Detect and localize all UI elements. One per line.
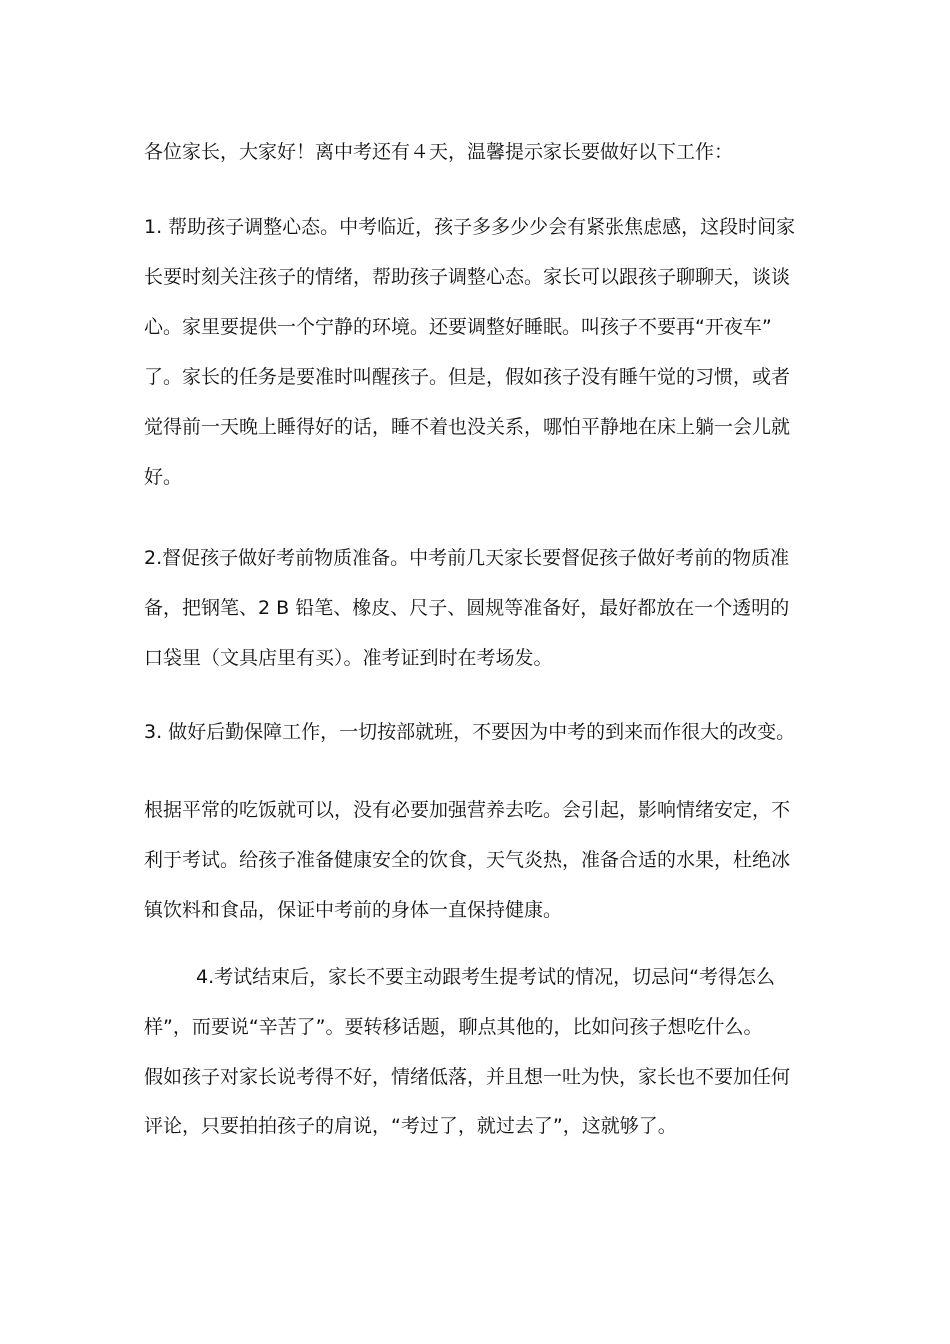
section2-line: 口袋里（文具店里有买）。准考证到时在考场发。 [144, 647, 553, 669]
section1-line: 觉得前一天晚上睡得好的话，睡不着也没关系，哪怕平静地在床上躺一会儿就 [144, 416, 791, 438]
section2-line: 2.督促孩子做好考前物质准备。中考前几天家长要督促孩子做好考前的物质准 [144, 547, 790, 569]
section3-detail-line: 根据平常的吃饭就可以，没有必要加强营养去吃。会引起，影响情绪安定，不 [144, 799, 791, 821]
section1-line: 心。家里要提供一个宁静的环境。还要调整好睡眠。叫孩子不要再“开夜车” [144, 316, 772, 338]
section3-detail-line: 利于考试。给孩子准备健康安全的饮食，天气炎热，准备合适的水果，杜绝冰 [144, 849, 791, 871]
intro-line: 各位家长，大家好！离中考还有４天，温馨提示家长要做好以下工作： [144, 141, 734, 163]
section3-detail-line: 镇饮料和食品，保证中考前的身体一直保持健康。 [144, 899, 563, 921]
section1-line: 长要时刻关注孩子的情绪，帮助孩子调整心态。家长可以跟孩子聊聊天，谈谈 [144, 266, 791, 288]
section2-line: 备，把钢笔、2 B 铅笔、橡皮、尺子、圆规等准备好，最好都放在一个透明的 [144, 597, 790, 619]
section4-line: 评论，只要拍拍孩子的肩说，“考过了，就过去了”，这就够了。 [144, 1115, 677, 1137]
section4-line: 4.考试结束后，家长不要主动跟考生提考试的情况，切忌问“考得怎么 [196, 966, 775, 988]
section1-line: 好。 [144, 466, 183, 488]
section1-line: 了。家长的任务是要准时叫醒孩子。但是，假如孩子没有睡午觉的习惯，或者 [144, 366, 791, 388]
section3-line: 3. 做好后勤保障工作，一切按部就班，不要因为中考的到来而作很大的改变。 [144, 721, 796, 743]
section4-line: 假如孩子对家长说考得不好，情绪低落，并且想一吐为快，家长也不要加任何 [144, 1066, 791, 1088]
section1-line: 1. 帮助孩子调整心态。中考临近，孩子多多少少会有紧张焦虑感，这段时间家 [144, 216, 796, 238]
section4-line: 样”，而要说“辛苦了”。要转移话题，聊点其他的，比如问孩子想吃什么。 [144, 1016, 763, 1038]
